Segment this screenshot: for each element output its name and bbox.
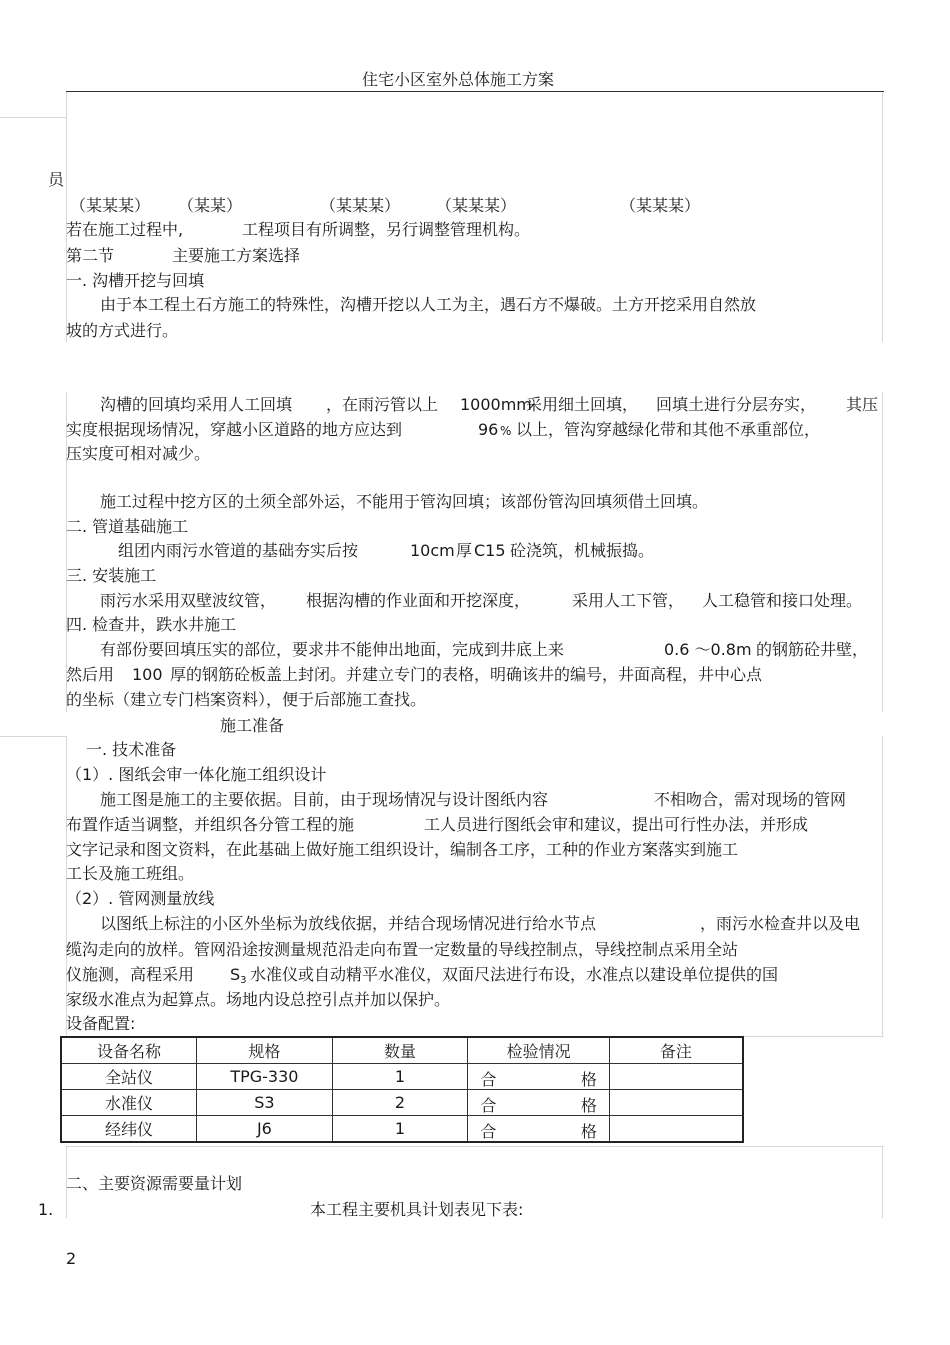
staff-name: （某某某） [70, 196, 151, 215]
scan-line [882, 92, 883, 342]
paragraph-line: 仪施测，高程采用 [66, 965, 195, 984]
paragraph-line: 以图纸上标注的小区外坐标为放线依据，并结合现场情况进行给水节点 [100, 914, 597, 933]
scan-line [66, 92, 67, 342]
check-char: 格 [580, 1096, 597, 1115]
scan-line [882, 1146, 883, 1218]
item1-heading: （1）. 图纸会审一体化施工组织设计 [66, 765, 327, 784]
page-header-title: 住宅小区室外总体施工方案 [362, 70, 555, 89]
paragraph-line: 压实度可相对减少。 [66, 444, 211, 463]
paragraph-line: 雨污水采用双壁波纹管， [100, 591, 277, 610]
paragraph-line: 不相吻合，需对现场的管网 [654, 790, 847, 809]
scan-line [0, 736, 66, 737]
paragraph-line: 实度根据现场情况，穿越小区道路的地方应达到 [66, 420, 403, 439]
table-row [61, 1090, 743, 1116]
measure-value: 0.6 ～0.8m [664, 640, 752, 659]
instrument-code [230, 965, 247, 991]
staff-name: （某某某） [620, 196, 701, 215]
check-char: 合 [480, 1096, 497, 1115]
paragraph-line: 有部份要回填压实的部位，要求井不能伸出地面，完成到井底上来 [100, 640, 565, 659]
table-row [61, 1116, 743, 1143]
measure-value: C15 [474, 541, 506, 560]
paragraph-line: 采用细土回填， [526, 395, 639, 414]
scan-line [66, 1146, 884, 1147]
paragraph-line: 采用人工下管， [572, 591, 685, 610]
scan-line [0, 117, 66, 118]
equipment-spec: TPG-330 [197, 1064, 333, 1090]
inspection-well-heading: 四. 检查井，跌水井施工 [66, 615, 237, 634]
check-char: 格 [580, 1122, 597, 1141]
paragraph-line: 家级水准点为起算点。场地内设总控引点并加以保护。 [66, 990, 451, 1009]
equipment-name: 全站仪 [61, 1064, 197, 1090]
staff-name: （某某某） [436, 196, 517, 215]
paragraph-line: 沟槽的回填均采用人工回填 [100, 395, 293, 414]
instrument-letter: S [230, 965, 241, 984]
measure-value: 1000mm [460, 395, 532, 414]
section-label: 第二节 [66, 246, 115, 265]
paragraph-line: 坡的方式进行。 [66, 321, 179, 340]
paragraph-line: 然后用 [66, 665, 115, 684]
paragraph-line: 砼浇筑，机械振捣。 [510, 541, 655, 560]
scan-line [882, 392, 883, 712]
column-header: 检验情况 [468, 1037, 610, 1064]
paragraph-line: ，雨污水检查井以及电 [700, 914, 861, 933]
paragraph-line: 由于本工程土石方施工的特殊性，沟槽开挖以人工为主，遇石方不爆破。土方开挖采用自然放 [100, 295, 757, 314]
paragraph-line: 的坐标（建立专门档案资料），便于后部施工查找。 [66, 690, 427, 709]
tech-prep-heading: 一. 技术准备 [86, 740, 177, 759]
instrument-subscript: 3 [240, 975, 247, 986]
paragraph-line: 布置作适当调整，并组织各分管工程的施 [66, 815, 355, 834]
equipment-qty: 2 [332, 1090, 468, 1116]
equipment-label: 设备配置: [66, 1014, 136, 1033]
resources-heading: 二、主要资源需要量计划 [66, 1174, 243, 1193]
prep-title: 施工准备 [220, 716, 285, 735]
column-header: 规格 [197, 1037, 333, 1064]
measure-value: 10cm [410, 541, 455, 560]
staff-name: （某某某） [320, 196, 401, 215]
paragraph-line: 厚的钢筋砼板盖上封闭。并建立专门的表格，明确该井的编号，井面高程，井中心点 [170, 665, 763, 684]
paragraph-line: 缆沟走向的放样。管网沿途按测量规范沿走向布置一定数量的导线控制点，导线控制点采用全站 [66, 940, 739, 959]
paragraph-line: 施工过程中挖方区的土须全部外运，不能用于管沟回填；该部份管沟回填须借土回填。 [100, 492, 709, 511]
item2-heading: （2）. 管网测量放线 [66, 889, 215, 908]
staff-label: 员 [48, 170, 65, 189]
table-row [61, 1064, 743, 1090]
table-header-row [61, 1037, 743, 1064]
equipment-check [468, 1090, 610, 1116]
section-title: 主要施工方案选择 [172, 246, 301, 265]
equipment-spec: J6 [197, 1116, 333, 1143]
paragraph-line: 施工图是施工的主要依据。目前，由于现场情况与设计图纸内容 [100, 790, 549, 809]
paragraph-line: 以上，管沟穿越绿化带和其他不承重部位， [516, 420, 821, 439]
header-rule [66, 91, 884, 92]
column-header: 设备名称 [61, 1037, 197, 1064]
equipment-note [609, 1090, 743, 1116]
resources-item-text: 本工程主要机具计划表见下表: [310, 1200, 524, 1219]
equipment-note [609, 1064, 743, 1090]
equipment-qty: 1 [332, 1064, 468, 1090]
paragraph-line: 工人员进行图纸会审和建议，提出可行性办法，并形成 [424, 815, 809, 834]
paragraph-line: 其压 [846, 395, 879, 414]
measure-value: 100 [132, 665, 163, 684]
equipment-spec: S3 [197, 1090, 333, 1116]
paragraph-line: 根据沟槽的作业面和开挖深度， [306, 591, 531, 610]
org-adjust-text: 若在施工过程中, [66, 220, 184, 239]
pipe-foundation-heading: 二. 管道基础施工 [66, 517, 189, 536]
paragraph-line: 人工稳管和接口处理。 [702, 591, 863, 610]
page-number: 2 [66, 1249, 77, 1268]
paragraph-line: 工长及施工班组。 [66, 864, 195, 883]
equipment-qty: 1 [332, 1116, 468, 1143]
installation-heading: 三. 安装施工 [66, 566, 157, 585]
paragraph-line: 文字记录和图文资料，在此基础上做好施工组织设计，编制各工序，工种的作业方案落实到施工 [66, 840, 739, 859]
equipment-table [60, 1036, 744, 1143]
paragraph-line: ，在雨污管以上 [326, 395, 439, 414]
measure-value: 96 [478, 420, 499, 439]
paragraph-line: 厚 [456, 541, 473, 560]
equipment-check [468, 1116, 610, 1143]
paragraph-line: 的钢筋砼井壁， [756, 640, 869, 659]
equipment-name: 经纬仪 [61, 1116, 197, 1143]
check-char: 合 [480, 1070, 497, 1089]
paragraph-line: 组团内雨污水管道的基础夯实后按 [118, 541, 359, 560]
column-header: 备注 [609, 1037, 743, 1064]
equipment-check [468, 1064, 610, 1090]
equipment-note [609, 1116, 743, 1143]
org-adjust-text: 工程项目有所调整，另行调整管理机构。 [242, 220, 531, 239]
column-header: 数量 [332, 1037, 468, 1064]
check-char: 合 [480, 1122, 497, 1141]
staff-name: （某某） [178, 196, 243, 215]
list-item-number: 1. [38, 1200, 54, 1219]
scan-line [882, 736, 883, 1036]
trench-heading: 一. 沟槽开挖与回填 [66, 271, 205, 290]
percent-sign: % [500, 424, 512, 438]
equipment-name: 水准仪 [61, 1090, 197, 1116]
paragraph-line: 回填土进行分层夯实， [656, 395, 817, 414]
scan-line [66, 392, 67, 712]
paragraph-line: 水准仪或自动精平水准仪，双面尺法进行布设，水准点以建设单位提供的国 [250, 965, 779, 984]
check-char: 格 [580, 1070, 597, 1089]
